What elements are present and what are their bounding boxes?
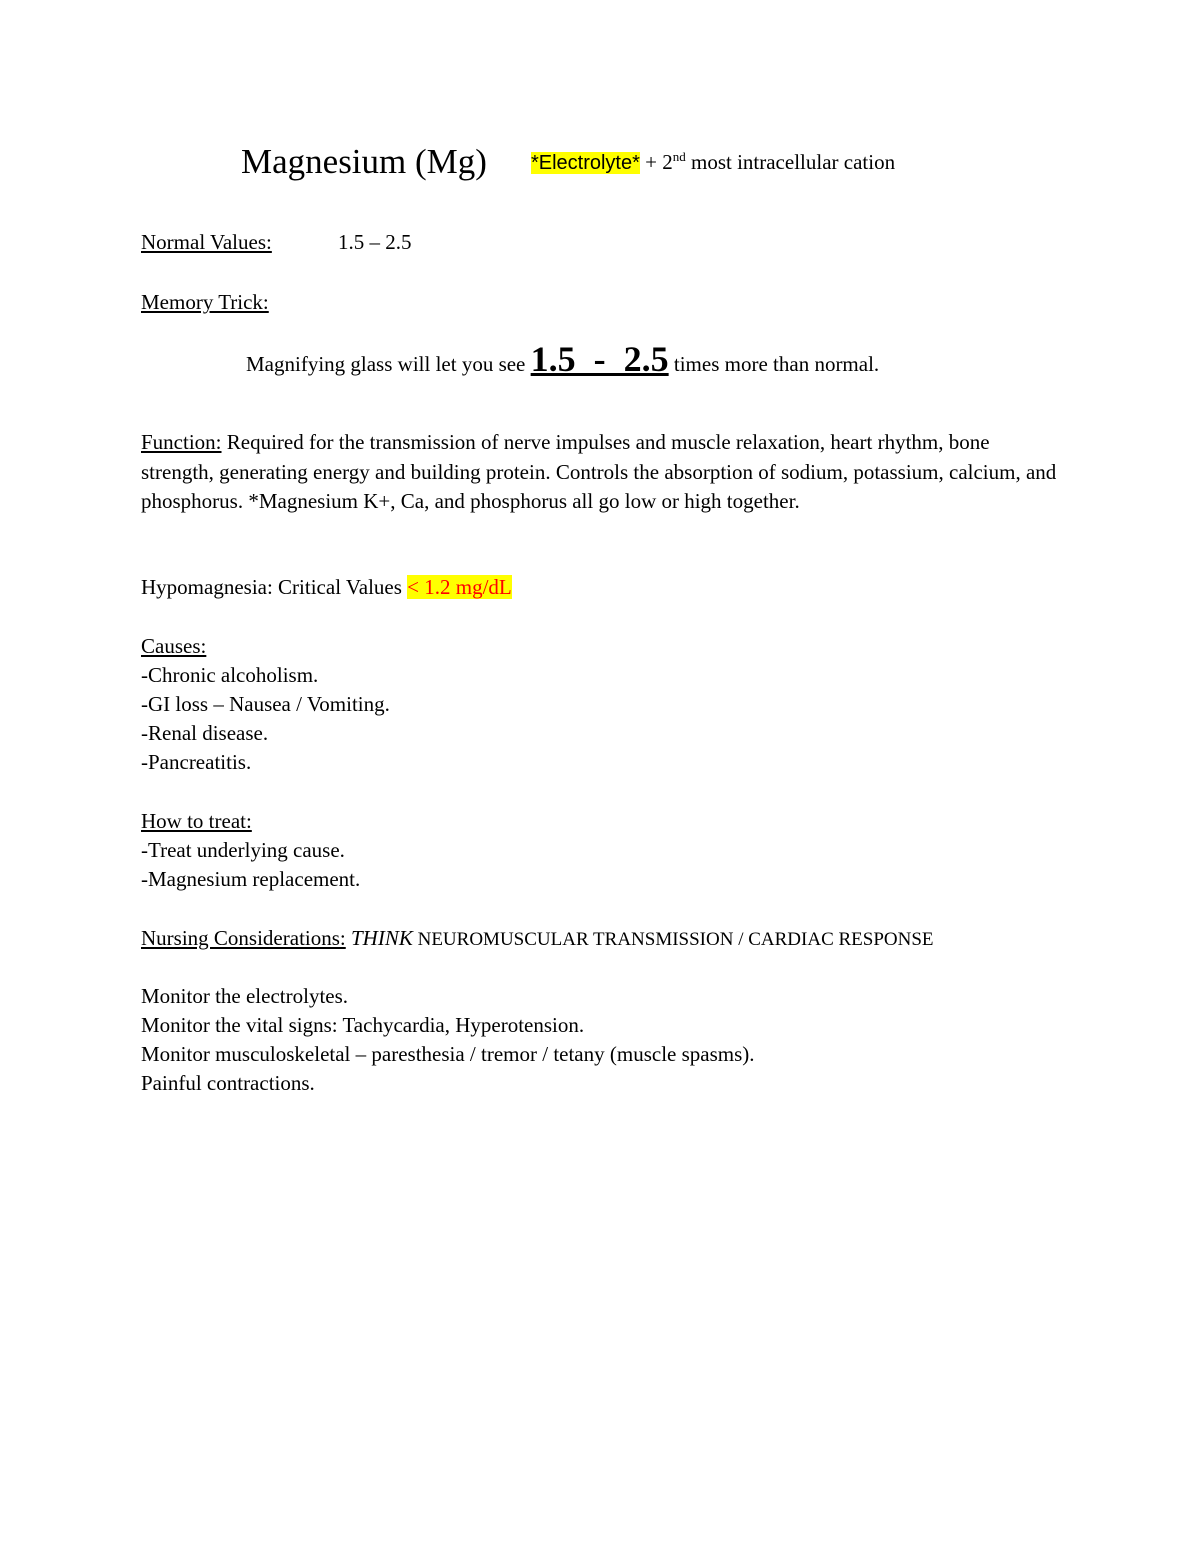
- cation-rank-suffix: nd: [672, 149, 686, 164]
- monitor-item: Monitor the electrolytes.: [141, 984, 349, 1008]
- normal-values-label: Normal Values:: [141, 230, 272, 254]
- nursing-row: [141, 924, 934, 954]
- treat-label: How to treat:: [141, 809, 252, 833]
- treat-item: -Magnesium replacement.: [141, 867, 361, 891]
- cause-item: -Pancreatitis.: [141, 750, 252, 774]
- nursing-label: Nursing Considerations:: [141, 926, 346, 950]
- hypomagnesia-row: [141, 573, 512, 602]
- function-label: Function:: [141, 430, 222, 454]
- nursing-think: THINK: [351, 926, 413, 950]
- memory-trick-range: 1.5 - 2.5: [530, 339, 669, 379]
- nursing-caps: NEUROMUSCULAR TRANSMISSION / CARDIAC RESPONSE: [412, 929, 934, 950]
- memory-trick-after: times more than normal.: [668, 352, 880, 376]
- function-paragraph: [141, 428, 1061, 517]
- monitor-item: Monitor the vital signs: Tachycardia, Hyperotension.: [141, 1013, 585, 1037]
- hypomagnesia-label: Hypomagnesia: Critical Values: [141, 575, 408, 599]
- title-row: [241, 140, 895, 184]
- normal-values-row: [141, 228, 412, 257]
- cation-description: most intracellular cation: [685, 150, 896, 174]
- title-plus: +: [639, 150, 663, 174]
- critical-value-highlight: < 1.2 mg/dL: [407, 575, 512, 599]
- electrolyte-highlight: *Electrolyte*: [530, 152, 640, 174]
- memory-trick-text: [246, 338, 879, 380]
- causes-label: Causes:: [141, 634, 207, 658]
- treat-item: -Treat underlying cause.: [141, 838, 345, 862]
- cation-rank: 2: [662, 150, 673, 174]
- memory-trick-label: Memory Trick:: [141, 290, 269, 314]
- title-note: [531, 150, 895, 175]
- page-title: Magnesium (Mg): [241, 142, 487, 181]
- cause-item: -GI loss – Nausea / Vomiting.: [141, 692, 390, 716]
- normal-values-value: 1.5 – 2.5: [338, 230, 412, 254]
- cause-item: -Chronic alcoholism.: [141, 663, 319, 687]
- monitor-item: Monitor musculoskeletal – paresthesia / tremor / tetany (muscle spasms).: [141, 1042, 755, 1066]
- monitor-item: Painful contractions.: [141, 1071, 315, 1095]
- cause-item: -Renal disease.: [141, 721, 269, 745]
- function-text: Required for the transmission of nerve impulses and muscle relaxation, heart rhythm, bone strength, generating energy and building protein. Controls the absorption of sodium, potassium, calcium, and phosphorus. *Magnesium K+, Ca, and phosphorus all go low or high together.: [141, 430, 1057, 513]
- memory-trick-before: Magnifying glass will let you see: [246, 352, 531, 376]
